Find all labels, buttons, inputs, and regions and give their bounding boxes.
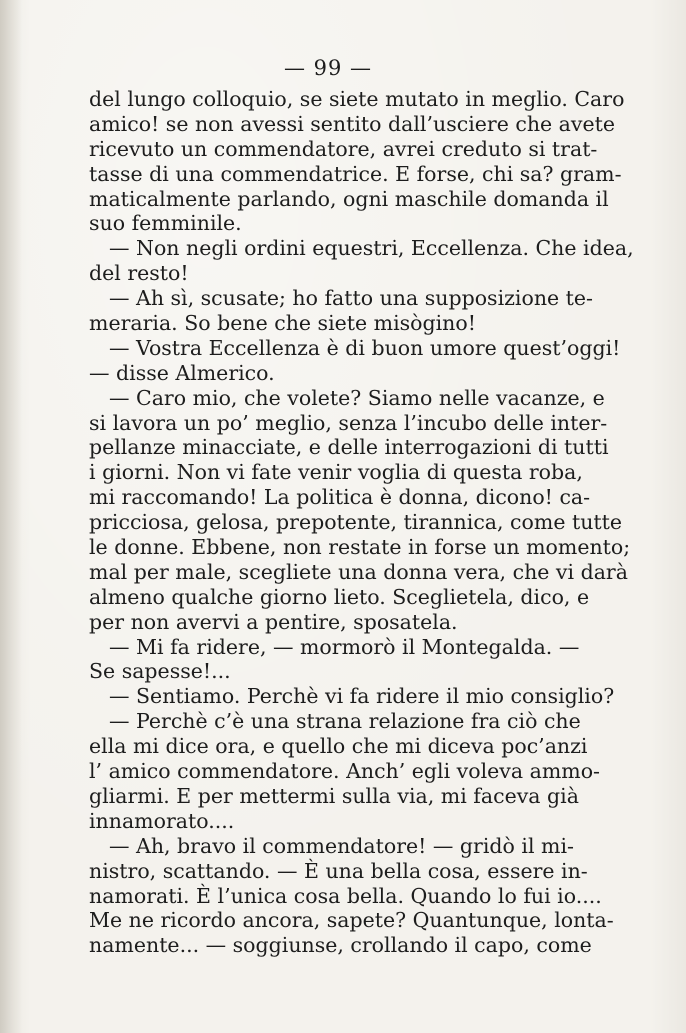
text-line: l’ amico commendatore. Anch’ egli voleva ammo- xyxy=(89,759,600,784)
text-line: — Ah, bravo il commendatore! — gridò il mi- xyxy=(109,833,574,858)
body-text xyxy=(89,87,634,958)
text-line: innamorato.... xyxy=(89,808,235,833)
page-number: — 99 — xyxy=(283,56,373,80)
text-line: — Ah sì, scusate; ho fatto una supposizione te- xyxy=(109,286,593,311)
text-line: i giorni. Non vi fate venir voglia di questa roba, xyxy=(89,460,583,485)
text-line: amico! se non avessi sentito dall’usciere che avete xyxy=(89,111,615,136)
text-line: del lungo colloquio, se siete mutato in meglio. Caro xyxy=(89,87,625,111)
text-line: — Caro mio, che volete? Siamo nelle vacanze, e xyxy=(109,385,605,410)
text-line: pellanze minacciate, e delle interrogazioni di tutti xyxy=(89,435,609,460)
text-line: almeno qualche giorno lieto. Sceglietela, dico, e xyxy=(89,584,590,609)
text-line: — disse Almerico. xyxy=(89,360,275,385)
text-line: tasse di una commendatrice. E forse, chi sa? gram- xyxy=(89,161,622,186)
text-line: nistro, scattando. — È una bella cosa, essere in- xyxy=(89,858,588,883)
text-line: mi raccomando! La politica è donna, dicono! ca- xyxy=(89,485,591,510)
text-line: ella mi dice ora, e quello che mi diceva poc’anzi xyxy=(89,734,588,759)
text-line: — Vostra Eccellenza è di buon umore quest’oggi! xyxy=(109,335,621,360)
text-line: gliarmi. E per mettermi sulla via, mi faceva già xyxy=(89,783,579,808)
text-line: le donne. Ebbene, non restate in forse un momento; xyxy=(89,535,631,560)
text-line: si lavora un po’ meglio, senza l’incubo delle inter- xyxy=(89,410,608,435)
text-line: pricciosa, gelosa, prepotente, tirannica, come tutte xyxy=(89,510,623,535)
text-line: — Mi fa ridere, — mormorò il Montegalda. — xyxy=(109,634,580,659)
text-line: — Non negli ordini equestri, Eccellenza. Che idea, xyxy=(109,236,634,261)
text-line: mal per male, scegliete una donna vera, che vi darà xyxy=(89,559,628,584)
text-line: suo femminile. xyxy=(89,211,242,236)
text-line: del resto! xyxy=(89,261,189,286)
text-line: — Sentiamo. Perchè vi fa ridere il mio consiglio? xyxy=(109,684,615,709)
text-line: per non avervi a pentire, sposatela. xyxy=(89,609,458,634)
text-line: namente... — soggiunse, crollando il capo, come xyxy=(89,933,592,958)
text-line: namorati. È l’unica cosa bella. Quando lo fui io.... xyxy=(89,883,602,908)
text-line: Me ne ricordo ancora, sapete? Quantunque, lonta- xyxy=(89,908,614,933)
text-line: Se sapesse!... xyxy=(89,659,231,684)
text-line: maticalmente parlando, ogni maschile domanda il xyxy=(89,186,609,211)
text-line: meraria. So bene che siete misògino! xyxy=(89,311,476,336)
page-gutter xyxy=(0,0,22,1033)
text-line: ricevuto un commendatore, avrei creduto si trat- xyxy=(89,136,598,161)
text-line: — Perchè c’è una strana relazione fra ciò che xyxy=(109,709,581,734)
